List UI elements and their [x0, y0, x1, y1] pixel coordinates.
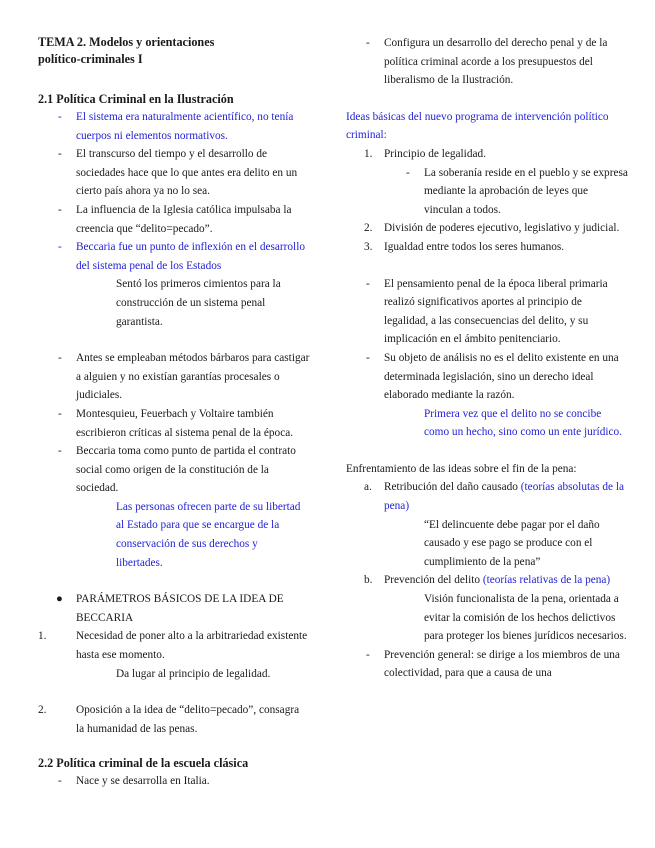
prevention-note: Visión funcionalista de la pena, orientada a evitar la comisión de los hechos delictivos para proteger los bienes jurídicos necesarios. [424, 593, 627, 643]
beccaria-note: Sentó los primeros cimientos para la construcción de un sistema penal garantista. [116, 278, 281, 328]
bullet-item: - Beccaria toma como punto de partida el contrato social como origen de la constitución de la sociedad. [58, 445, 296, 495]
juridic-entity-note: Primera vez que el delito no se concibe como un hecho, sino como un ente jurídico. [424, 407, 622, 439]
lettered-item: a. Retribución del daño causado (teorías absolutas de la pena) [364, 481, 624, 513]
bullet-item: - El transcurso del tiempo y el desarrollo de sociedades hace que lo que antes era delito en un cierto país ahora ya no lo sea. [58, 148, 298, 198]
bullet-item: - Su objeto de análisis no es el delito existente en una determinada legislación, sino un derecho ideal elaborado mediante la razón. [366, 351, 619, 402]
bullet-item: - Prevención general: se dirige a los miembros de una colectividad, para que a causa de una [366, 648, 620, 680]
bullet-item: - Beccaria fue un punto de inflexión en el desarrollo del sistema penal de los Estados [58, 241, 305, 272]
section-heading-ilustracion: 2.1 Política Criminal en la Ilustración [38, 92, 234, 106]
parameters-heading: ● PARÁMETROS BÁSICOS DE LA IDEA DE BECCARIA [56, 593, 284, 624]
bullet-item: - Configura un desarrollo del derecho penal y de la política criminal acorde a los presupuestos del liberalismo de la Ilustración. [366, 37, 608, 87]
contract-note: Las personas ofrecen parte de su libertad al Estado para que se encargue de la conservación de sus derechos y libertades. [116, 500, 301, 569]
bullet-item: - Nace y se desarrolla en Italia. [58, 775, 210, 788]
section-heading-escuela-clasica: 2.2 Política criminal de la escuela clásica [38, 756, 249, 771]
left-column [38, 34, 310, 791]
lettered-item: b. Prevención del delito (teorías relativas de la pena) [364, 574, 611, 587]
numbered-item: 2. Oposición a la idea de “delito=pecado”, consagra la humanidad de las penas. [38, 704, 300, 735]
numbered-item: 2. División de poderes ejecutivo, legislativo y judicial. [364, 222, 620, 235]
document-title: TEMA 2. Modelos y orientaciones político-criminales I [38, 35, 215, 66]
numbered-item: 3. Igualdad entre todos los seres humanos. [364, 240, 565, 253]
bullet-item: - El sistema era naturalmente acientífico, no tenía cuerpos ni elementos normativos. [58, 111, 294, 142]
right-column [346, 34, 628, 683]
retribution-quote: “El delincuente debe pagar por el daño causado y ese pago se produce con el cumplimiento de la pena” [424, 518, 600, 568]
numbered-item: 1. Principio de legalidad. [364, 147, 486, 160]
legality-note: Da lugar al principio de legalidad. [116, 667, 271, 680]
bullet-item: - Montesquieu, Feuerbach y Voltaire también escribieron críticas al sistema penal de la época. [58, 407, 294, 439]
ideas-heading: Ideas básicas del nuevo programa de intervención político criminal: [346, 110, 609, 142]
sub-bullet-item: - La soberanía reside en el pueblo y se expresa mediante la aprobación de leyes que vinculan a todos. [406, 166, 628, 216]
bullet-item: - El pensamiento penal de la época liberal primaria realizó significativos aportes al principio de legalidad, a las consecuencias del delito, y su implicación en el ámbito penitenciario. [366, 277, 608, 346]
bullet-item: - Antes se empleaban métodos bárbaros para castigar a alguien y no existían garantías procesales o judiciales. [58, 352, 310, 402]
numbered-item: 1. Necesidad de poner alto a la arbitrariedad existente hasta ese momento. [38, 630, 308, 662]
confrontation-heading: Enfrentamiento de las ideas sobre el fin de la pena: [346, 462, 577, 475]
bullet-item: - La influencia de la Iglesia católica impulsaba la creencia que “delito=pecado”. [58, 203, 292, 235]
